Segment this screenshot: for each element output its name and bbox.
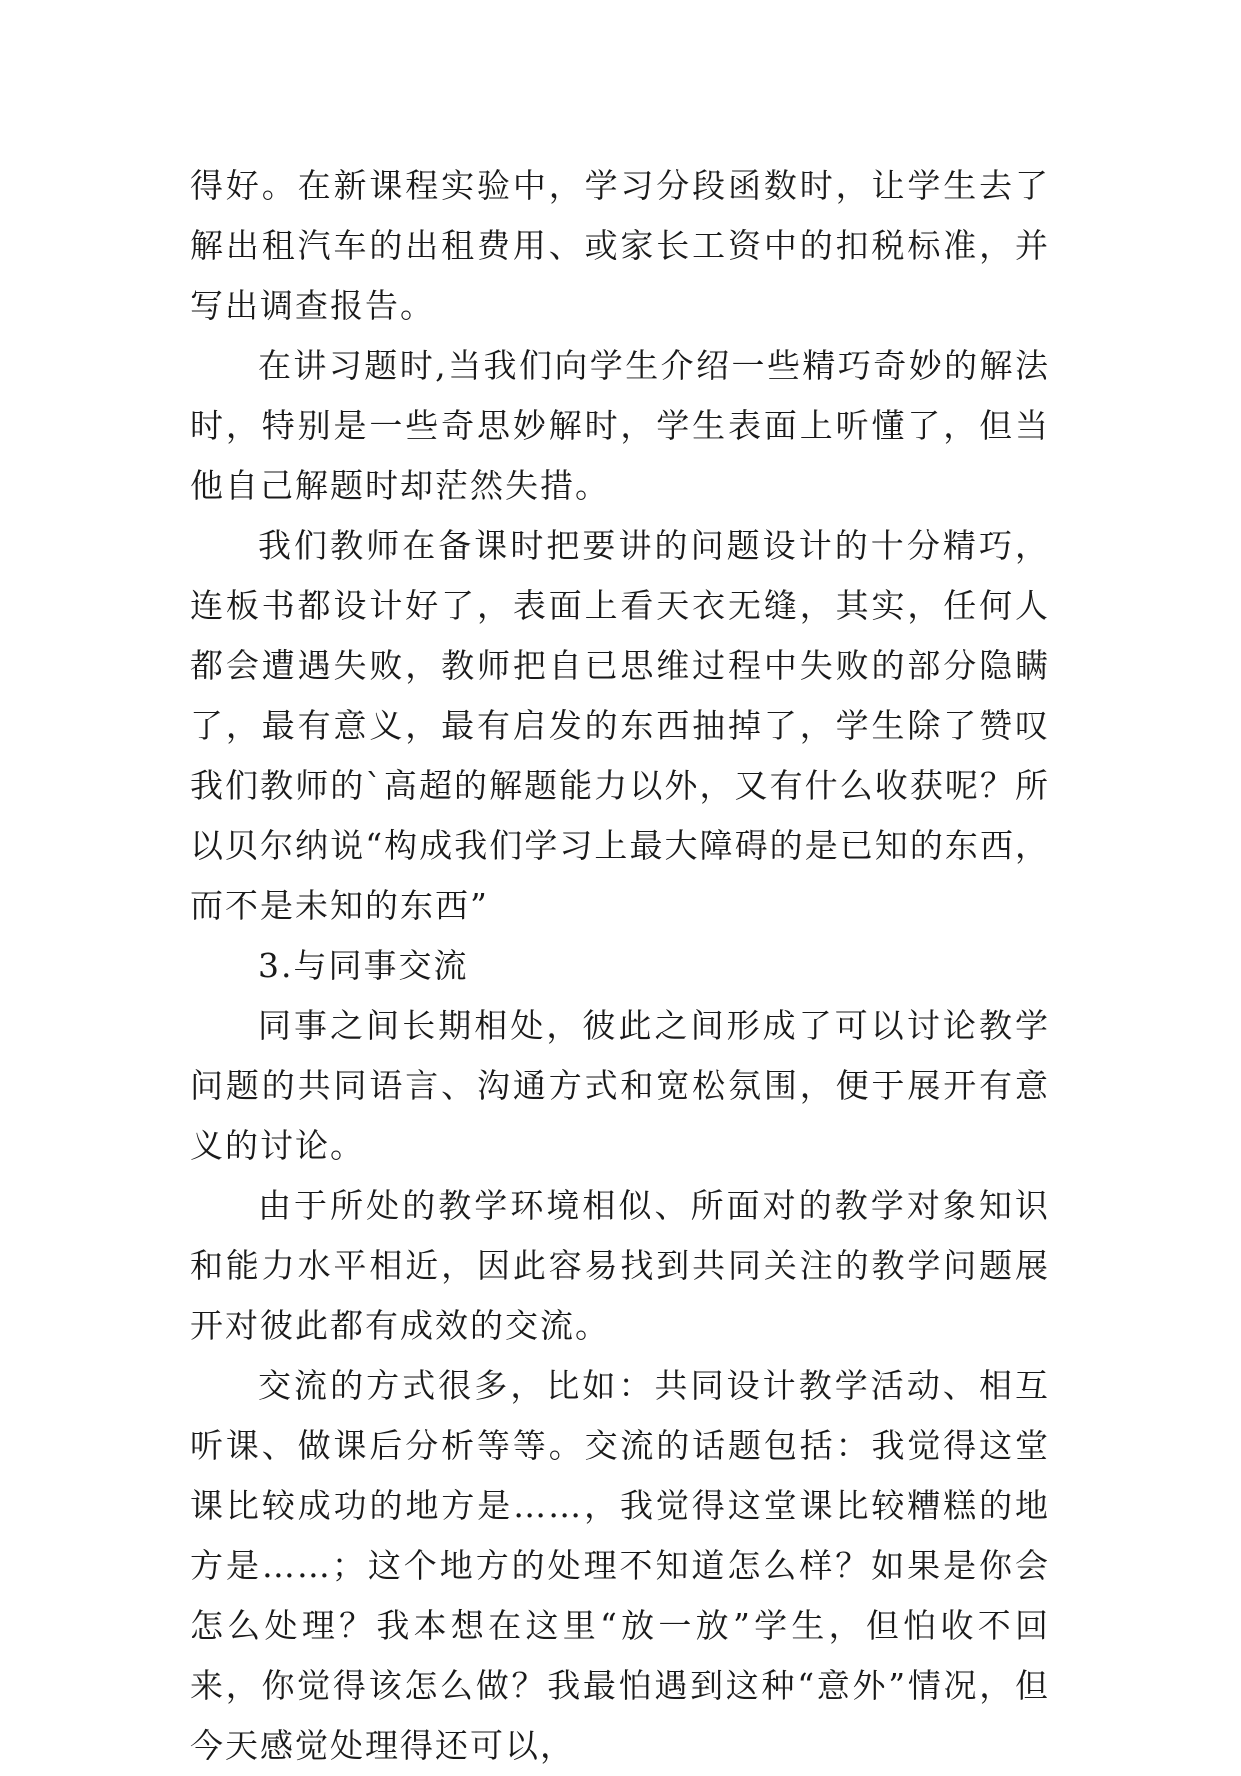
paragraph-colleagues: 同事之间长期相处，彼此之间形成了可以讨论教学问题的共同语言、沟通方式和宽松氛围，便于展开有意义的讨论。 (190, 1006, 1050, 1165)
document-body (190, 156, 1050, 1776)
paragraph-lesson-prep: 我们教师在备课时把要讲的问题设计的十分精巧，连板书都设计好了，表面上看天衣无缝，其实，任何人都会遭遇失败，教师把自已思维过程中失败的部分隐瞒了，最有意义，最有启发的东西抽掉了，学生除了赞叹我们教师的`高超的解题能力以外，又有什么收获呢？所以贝尔纳说“构成我们学习上最大障碍的是已知的东西，而不是未知的东西” (190, 526, 1050, 925)
paragraph-continuation: 得好。在新课程实验中，学习分段函数时，让学生去了解出租汽车的出租费用、或家长工资中的扣税标准，并写出调查报告。 (190, 166, 1050, 325)
section-heading-colleague-exchange: 3.与同事交流 (258, 946, 469, 985)
paragraph-exercises: 在讲习题时,当我们向学生介绍一些精巧奇妙的解法时，特别是一些奇思妙解时，学生表面上听懂了，但当他自己解题时却茫然失措。 (190, 346, 1050, 505)
paragraph-environment: 由于所处的教学环境相似、所面对的教学对象知识和能力水平相近，因此容易找到共同关注的教学问题展开对彼此都有成效的交流。 (190, 1186, 1050, 1345)
paragraph-exchange-methods: 交流的方式很多，比如：共同设计教学活动、相互听课、做课后分析等等。交流的话题包括：我觉得这堂课比较成功的地方是……，我觉得这堂课比较糟糕的地方是……；这个地方的处理不知道怎么样？如果是你会怎么处理？我本想在这里“放一放”学生，但怕收不回来，你觉得该怎么做？我最怕遇到这种“意外”情况，但今天感觉处理得还可以， (190, 1366, 1050, 1765)
